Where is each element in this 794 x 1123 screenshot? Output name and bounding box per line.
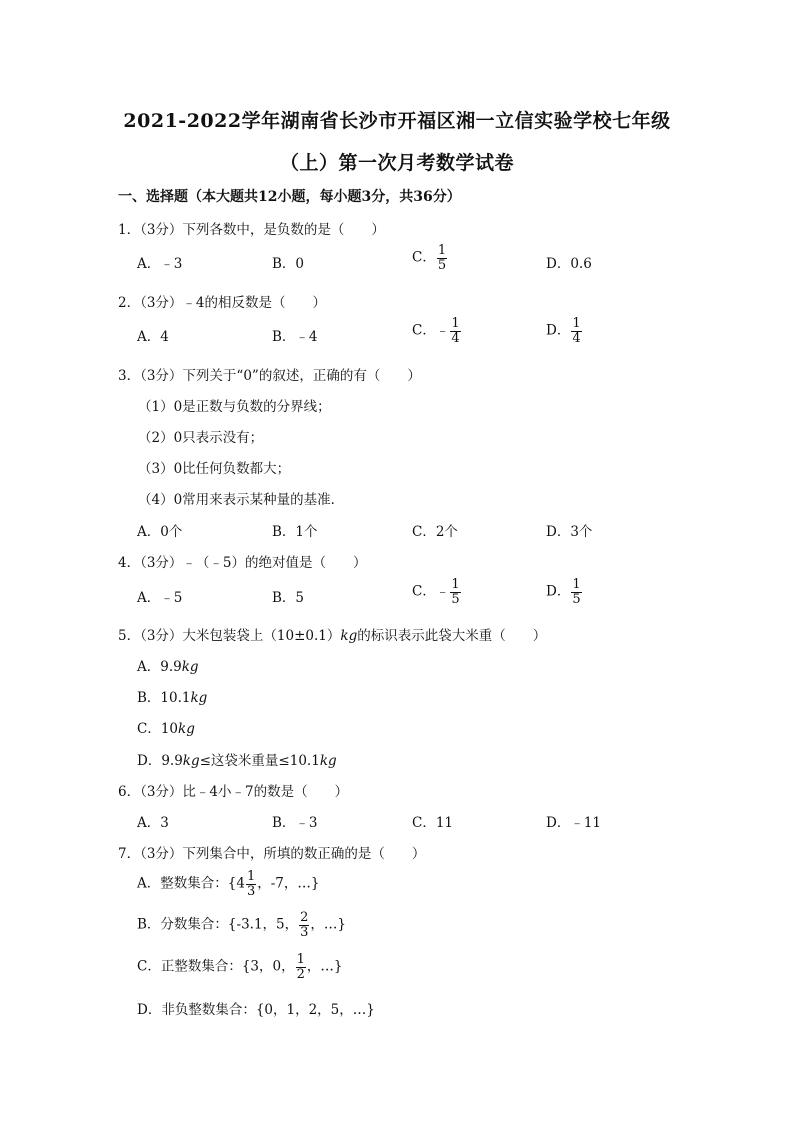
q5-option-a	[137, 655, 199, 675]
q7-option-c-fraction	[296, 953, 306, 981]
q2-option-c	[412, 317, 462, 345]
fraction-numerator: 1	[296, 952, 305, 967]
q5-option-a-unit: kg	[181, 659, 199, 675]
q7-option-c-start: C．正整数集合：{3，0，	[137, 958, 295, 975]
question-7-stem: 7．（3分）下列集合中，所填的数正确的是（ ）	[118, 846, 426, 862]
fraction-numerator: 1	[451, 577, 460, 592]
q7-option-c	[137, 953, 342, 981]
fraction-numerator: 1	[451, 316, 460, 331]
exam-title-line-2: （上）第一次月考数学试卷	[279, 152, 514, 174]
q7-option-c-end: ，…}	[306, 958, 343, 975]
q5-option-b	[137, 686, 207, 706]
question-5-stem	[118, 624, 546, 644]
q3-option-b: B．1个	[272, 524, 318, 540]
q3-statement-3: （3）0比任何负数都大；	[138, 461, 291, 477]
q2-option-d-fraction	[571, 317, 581, 345]
fraction-numerator: 1	[572, 577, 581, 592]
q2-option-c-label: C．﹣	[412, 322, 450, 339]
q4-option-d-fraction	[571, 578, 581, 606]
q2-option-d	[546, 317, 583, 345]
exam-title-line-1: 2021-2022学年湖南省长沙市开福区湘一立信实验学校七年级	[123, 110, 671, 132]
q5-stem-end: 的标识表示此袋大米重（ ）	[357, 628, 547, 644]
q3-statement-2: （2）0只表示没有；	[138, 430, 264, 446]
q6-option-c: C．11	[412, 815, 454, 831]
q5-option-d	[137, 749, 337, 769]
q4-option-d-label: D．	[546, 583, 571, 600]
q5-stem-start: 5．（3分）大米包装袋上（10±0.1）	[118, 628, 341, 644]
q5-option-d-value: D．9.9	[137, 753, 183, 769]
q1-option-c-label: C．	[412, 249, 436, 266]
q7-option-a-start: A．整数集合：{4	[137, 875, 245, 892]
q5-option-a-value: A．9.9	[137, 659, 182, 675]
q1-option-d: D．0.6	[546, 256, 592, 272]
q5-option-c-value: C．10	[137, 721, 179, 737]
section-heading: 一、选择题（本大题共12小题，每小题3分，共36分）	[118, 189, 461, 205]
question-2-stem: 2．（3分）﹣4的相反数是（ ）	[118, 295, 327, 311]
question-4-stem: 4．（3分）﹣（﹣5）的绝对值是（ ）	[118, 555, 367, 571]
fraction-denominator: 3	[246, 883, 256, 899]
q5-stem-unit: kg	[340, 628, 358, 644]
fraction-numerator: 2	[300, 910, 309, 925]
q2-option-b: B．﹣4	[272, 329, 318, 345]
fraction-numerator: 1	[437, 243, 447, 258]
q3-statement-1: （1）0是正数与负数的分界线；	[138, 399, 331, 415]
q4-option-a: A．﹣5	[137, 590, 183, 606]
q3-option-c: C．2个	[412, 524, 458, 540]
q4-option-c	[412, 578, 462, 606]
q5-option-c-unit: kg	[178, 721, 195, 737]
q1-option-a: A．﹣3	[137, 256, 183, 272]
q6-option-a: A．3	[137, 815, 169, 831]
q5-option-c	[137, 717, 195, 737]
q5-option-b-unit: kg	[190, 690, 208, 706]
q4-option-b: B．5	[272, 590, 305, 606]
question-3-stem: 3．（3分）下列关于“0”的叙述，正确的有（ ）	[118, 368, 421, 384]
q2-option-a: A．4	[137, 329, 169, 345]
q7-option-b-fraction	[299, 911, 309, 939]
q6-option-d: D．﹣11	[546, 815, 602, 831]
q3-option-d: D．3个	[546, 524, 593, 540]
q3-statement-4: （4）0常用来表示某种量的基准．	[138, 492, 345, 508]
q5-option-d-middle: ≤这袋米重量≤10.1	[199, 753, 320, 769]
question-1-stem: 1．（3分）下列各数中，是负数的是（ ）	[118, 222, 385, 238]
fraction-denominator: 5	[451, 591, 460, 607]
q1-option-c-fraction	[437, 244, 447, 272]
fraction-denominator: 5	[572, 591, 581, 607]
fraction-denominator: 3	[300, 924, 309, 940]
fraction-denominator: 4	[451, 330, 460, 346]
q7-option-d: D．非负整数集合：{0，1，2，5，…}	[137, 1002, 375, 1018]
q3-option-a: A．0个	[137, 524, 183, 540]
q2-option-c-fraction	[450, 317, 460, 345]
fraction-denominator: 2	[296, 966, 305, 982]
fraction-denominator: 5	[437, 257, 447, 273]
q4-option-d	[546, 578, 583, 606]
fraction-numerator: 1	[246, 869, 256, 884]
q7-option-b	[137, 911, 346, 939]
q7-option-a	[137, 870, 319, 898]
fraction-denominator: 4	[572, 330, 581, 346]
q7-option-a-fraction	[246, 870, 256, 898]
q7-option-a-end: ，-7，…}	[257, 875, 320, 892]
q4-option-c-fraction	[450, 578, 460, 606]
fraction-numerator: 1	[572, 316, 581, 331]
q5-option-d-unit-1: kg	[182, 753, 200, 769]
q1-option-b: B．0	[272, 256, 305, 272]
q4-option-c-label: C．﹣	[412, 583, 450, 600]
q7-option-b-end: ，…}	[310, 916, 347, 933]
q7-option-b-start: B．分数集合：{-3.1，5，	[137, 916, 299, 933]
q2-option-d-label: D．	[546, 322, 571, 339]
q1-option-c	[412, 244, 448, 272]
q5-option-b-value: B．10.1	[137, 690, 191, 706]
q5-option-d-unit-2: kg	[319, 753, 337, 769]
q6-option-b: B．﹣3	[272, 815, 318, 831]
question-6-stem: 6．（3分）比﹣4小﹣7的数是（ ）	[118, 784, 349, 800]
